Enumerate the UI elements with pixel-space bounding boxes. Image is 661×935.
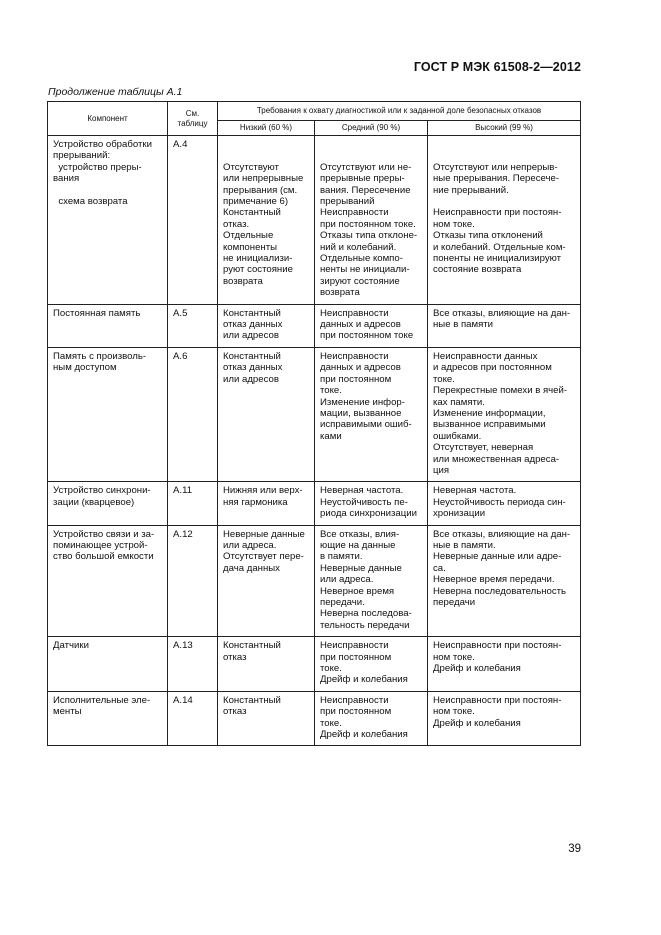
cell-line — [433, 139, 576, 150]
cell-line: данных и адресов — [320, 319, 401, 331]
cell-low — [218, 525, 315, 637]
cell-medium — [315, 525, 428, 637]
cell-line: ство большой емкости — [53, 551, 154, 563]
cell-line: Неверные данные — [223, 528, 305, 540]
cell-line: исправимыми ошиб- — [320, 419, 412, 431]
header-see-table-line: таблицу — [177, 118, 208, 128]
cell-line: или адресов — [223, 330, 279, 342]
cell-line: возврата — [320, 287, 360, 299]
cell-line: поминающее устрой- — [53, 539, 148, 551]
cell-line — [433, 150, 576, 161]
cell-component — [48, 136, 168, 305]
header-see-table-line: См. — [185, 108, 200, 118]
header-component: Компонент — [48, 102, 168, 136]
cell-line: токе. — [320, 717, 342, 729]
cell-ref: A.11 — [168, 482, 218, 525]
cell-low — [218, 136, 315, 305]
cell-line: Дрейф и колебания — [320, 674, 408, 686]
cell-line: няя гармоника — [223, 496, 288, 508]
cell-line: и колебаний. Отдельные ком- — [433, 241, 566, 253]
cell-medium — [315, 304, 428, 347]
cell-line: не инициализи- — [223, 253, 293, 265]
cell-line: Неверное время — [320, 585, 395, 597]
cell-line: возврата — [223, 275, 263, 287]
cell-line: Перекрестные помехи в ячей- — [433, 385, 568, 397]
cell-line: Неисправности — [320, 207, 389, 219]
cell-medium — [315, 136, 428, 305]
cell-ref: A.5 — [168, 304, 218, 347]
cell-line: прерываний — [320, 196, 375, 207]
cell-high — [428, 304, 581, 347]
cell-line: Константный — [223, 350, 281, 362]
cell-line: Неверное время передачи. — [433, 574, 555, 586]
cell-line — [320, 139, 423, 150]
cell-line: токе. — [320, 385, 342, 397]
cell-line: ном токе. — [433, 218, 475, 230]
cell-line: или непрерывные — [223, 173, 304, 185]
cell-line — [433, 196, 576, 207]
cell-line: Отказы типа отклоне- — [320, 230, 418, 242]
cell-medium — [315, 637, 428, 692]
cell-component — [48, 304, 168, 347]
cell-line: Дрейф и колебания — [433, 663, 521, 675]
cell-high — [428, 691, 581, 746]
cell-line: Отказы типа отклонений — [433, 230, 543, 242]
standard-code: ГОСТ Р МЭК 61508-2—2012 — [413, 60, 581, 74]
cell-line: токе. — [320, 663, 342, 675]
cell-medium — [315, 482, 428, 525]
header-high: Высокий (99 %) — [428, 121, 581, 136]
cell-line — [320, 150, 423, 161]
cell-line: Датчики — [53, 640, 89, 652]
cell-line: ные прерывания. Пересече- — [433, 173, 560, 185]
cell-line: ные в памяти — [433, 319, 494, 331]
cell-line: схема возврата — [53, 196, 128, 208]
cell-line: прерываний: — [53, 150, 111, 162]
table-row — [48, 482, 581, 525]
cell-line: в памяти. — [320, 551, 363, 563]
cell-line: Устройство связи и за- — [53, 528, 155, 540]
cell-line: са. — [433, 562, 446, 574]
cell-component — [48, 525, 168, 637]
cell-line: Нижняя или верх- — [223, 485, 303, 497]
cell-line: прерывные преры- — [320, 173, 405, 185]
cell-line: Постоянная память — [53, 307, 141, 319]
cell-line: ние прерываний. — [433, 184, 509, 196]
header-low: Низкий (60 %) — [218, 121, 315, 136]
cell-line: зируют состояние — [320, 275, 400, 287]
cell-line: Отсутствует, неверная — [433, 442, 534, 454]
cell-low — [218, 482, 315, 525]
cell-line: передачи — [433, 597, 476, 608]
cell-line: Неверна последова- — [320, 608, 412, 620]
cell-line: Неверна последовательность — [433, 585, 567, 597]
table-row — [48, 637, 581, 692]
cell-line: ция — [433, 464, 450, 476]
cell-line: поненты не инициализируют — [433, 253, 562, 265]
cell-line: Неверные данные или адре- — [433, 551, 562, 563]
cell-line: при постоянном — [320, 706, 392, 718]
cell-component — [48, 347, 168, 481]
cell-line: Неисправности при постоян- — [433, 207, 562, 219]
cell-line: при постоянном — [320, 651, 392, 663]
table-caption: Продолжение таблицы А.1 — [48, 86, 183, 98]
cell-line: ошибками. — [433, 430, 482, 442]
requirements-table — [47, 101, 581, 746]
cell-line: или адресов — [223, 373, 279, 385]
cell-line: Неисправности при постоян- — [433, 640, 562, 652]
cell-line: Отсутствуют или не- — [320, 161, 412, 173]
table-row — [48, 136, 581, 305]
cell-line: вания. Пересечение — [320, 184, 411, 196]
cell-ref: A.4 — [168, 136, 218, 305]
header-requirements: Требования к охвату диагностикой или к заданной доле безопасных отказов — [218, 102, 581, 121]
table-row — [48, 525, 581, 637]
cell-high — [428, 482, 581, 525]
cell-high — [428, 347, 581, 481]
cell-line: Константный — [223, 694, 281, 706]
cell-line: менты — [53, 706, 82, 718]
cell-line: Неисправности данных — [433, 350, 538, 362]
cell-line: Дрейф и колебания — [320, 729, 408, 741]
cell-high — [428, 637, 581, 692]
cell-line: Изменение инфор- — [320, 396, 405, 408]
table-row — [48, 347, 581, 481]
cell-line — [53, 185, 163, 196]
cell-high — [428, 525, 581, 637]
cell-line: или множественная адреса- — [433, 453, 560, 465]
cell-component — [48, 691, 168, 746]
cell-line: Неустойчивость периода син- — [433, 496, 566, 508]
cell-line — [223, 150, 310, 161]
cell-line: компоненты — [223, 241, 277, 253]
cell-line: хронизации — [433, 508, 486, 520]
cell-line: Отдельные компо- — [320, 253, 403, 265]
table-row — [48, 691, 581, 746]
cell-line — [223, 139, 310, 150]
cell-line: ний и колебаний. — [320, 241, 397, 253]
cell-line: Неисправности при постоян- — [433, 694, 562, 706]
cell-line: руют состояние — [223, 264, 293, 276]
cell-line: Неустойчивость пе- — [320, 496, 408, 508]
cell-line: Отсутствуют или непрерыв- — [433, 161, 558, 173]
cell-line: отказ — [223, 706, 247, 718]
cell-line: ном токе. — [433, 651, 475, 663]
cell-medium — [315, 347, 428, 481]
cell-line: Неисправности — [320, 350, 389, 362]
cell-low — [218, 304, 315, 347]
cell-line: тельность передачи — [320, 619, 410, 631]
cell-line: Неисправности — [320, 307, 389, 319]
cell-line: ном токе. — [433, 706, 475, 718]
cell-line: ками — [320, 430, 342, 442]
cell-line: мации, вызванное — [320, 407, 402, 419]
cell-line: Устройство обработки — [53, 139, 152, 150]
cell-line: при постоянном — [320, 373, 392, 385]
cell-component — [48, 482, 168, 525]
cell-line: прерывания (см. — [223, 184, 298, 196]
cell-line: Константный — [223, 307, 281, 319]
cell-line: Память с произволь- — [53, 350, 147, 362]
cell-line: или адреса. — [320, 574, 374, 586]
cell-component — [48, 637, 168, 692]
cell-ref: A.14 — [168, 691, 218, 746]
cell-line: Все отказы, влияющие на дан- — [433, 307, 571, 319]
cell-line: при постоянном токе — [320, 330, 414, 342]
cell-line: Изменение информации, — [433, 407, 546, 419]
header-medium: Средний (90 %) — [315, 121, 428, 136]
cell-low — [218, 347, 315, 481]
cell-ref: A.6 — [168, 347, 218, 481]
cell-medium — [315, 691, 428, 746]
cell-line: ным доступом — [53, 362, 117, 374]
cell-low — [218, 637, 315, 692]
cell-line: вания — [53, 173, 80, 185]
table-row — [48, 304, 581, 347]
cell-line: или адреса. — [223, 539, 277, 551]
cell-line: примечание 6) — [223, 196, 289, 207]
cell-line: при постоянном токе. — [320, 218, 416, 230]
header-see-table — [168, 102, 218, 136]
cell-line: вызванное исправимыми — [433, 419, 546, 431]
cell-line: Все отказы, влия- — [320, 528, 400, 540]
cell-line: отказ данных — [223, 319, 283, 331]
cell-ref: A.13 — [168, 637, 218, 692]
cell-line: дача данных — [223, 562, 280, 574]
cell-line: отказ. — [223, 218, 250, 230]
cell-line: Исполнительные эле- — [53, 694, 151, 706]
cell-line: Отдельные — [223, 230, 274, 242]
cell-line: ные в памяти. — [433, 539, 496, 551]
cell-line: отказ — [223, 651, 247, 663]
cell-line: Неверная частота. — [433, 485, 517, 497]
cell-line: Неисправности — [320, 694, 389, 706]
cell-line: ках памяти. — [433, 396, 485, 408]
cell-line: Неверные данные — [320, 562, 402, 574]
cell-line: Неверная частота. — [320, 485, 404, 497]
cell-line: данных и адресов — [320, 362, 401, 374]
cell-line: ющие на данные — [320, 539, 396, 551]
cell-line: Дрейф и колебания — [433, 717, 521, 729]
cell-line: Константный — [223, 640, 281, 652]
cell-line: зации (кварцевое) — [53, 496, 135, 508]
cell-line: Отсутствует пере- — [223, 551, 304, 563]
cell-line: Все отказы, влияющие на дан- — [433, 528, 571, 540]
cell-line: Отсутствуют — [223, 161, 279, 173]
cell-line: ненты не инициали- — [320, 264, 410, 276]
cell-line: Неисправности — [320, 640, 389, 652]
cell-high — [428, 136, 581, 305]
page-number: 39 — [568, 843, 581, 855]
cell-line: Константный — [223, 207, 281, 219]
cell-line: и адресов при постоянном — [433, 362, 552, 374]
cell-line: устройство преры- — [53, 161, 142, 173]
cell-line: риода синхронизации — [320, 508, 417, 520]
cell-ref: A.12 — [168, 525, 218, 637]
cell-line: Устройство синхрони- — [53, 485, 151, 497]
cell-line: передачи. — [320, 597, 365, 608]
cell-line: отказ данных — [223, 362, 283, 374]
cell-line: состояние возврата — [433, 264, 522, 276]
cell-low — [218, 691, 315, 746]
cell-line: токе. — [433, 373, 455, 385]
